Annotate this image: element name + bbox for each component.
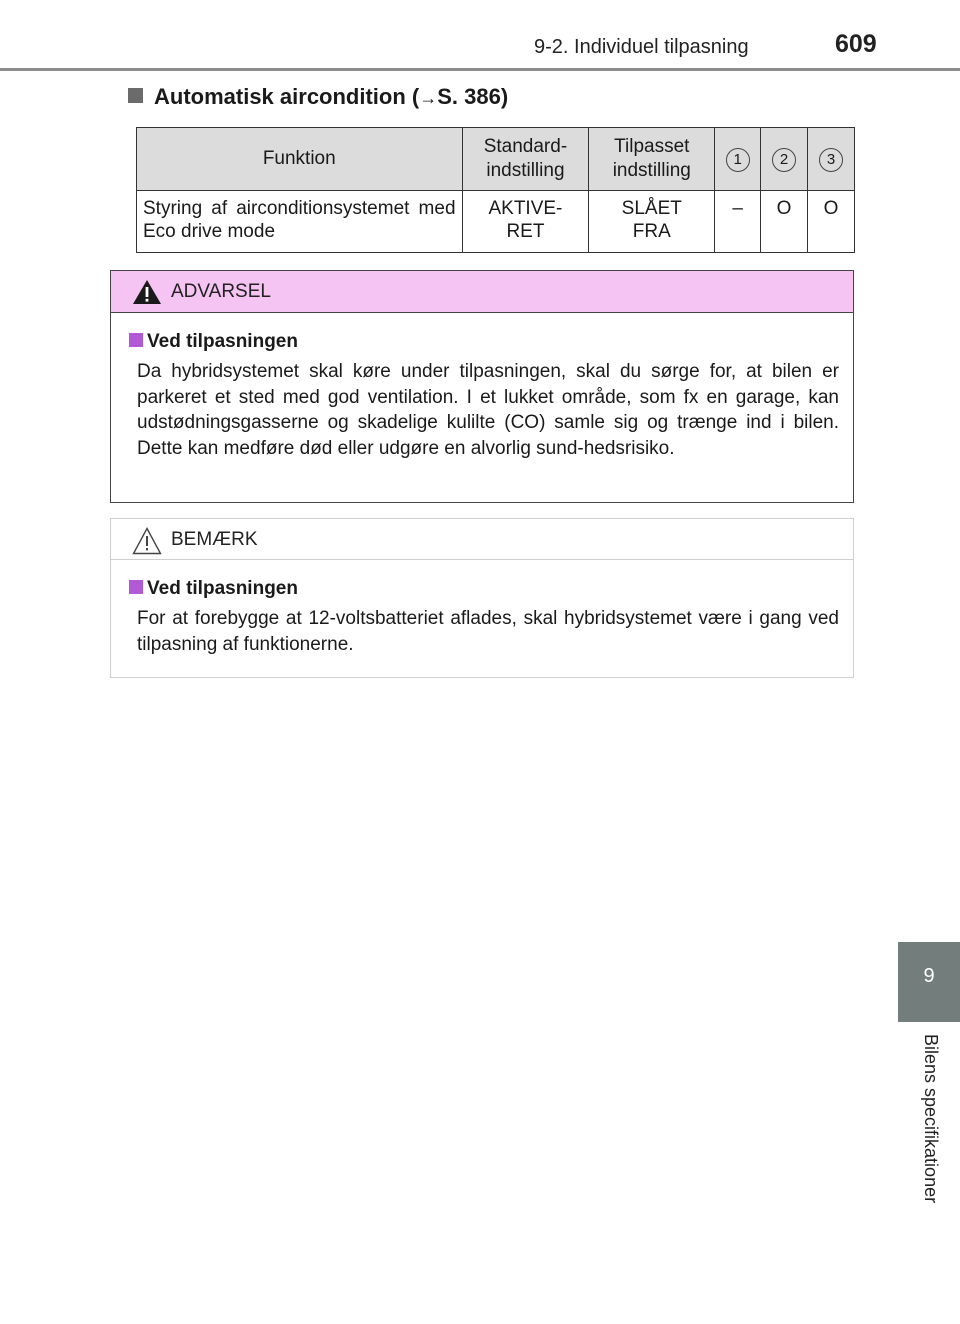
notice-body <box>111 560 853 657</box>
notice-subtitle-text: Ved tilpasningen <box>147 578 298 599</box>
warning-subtitle <box>129 331 839 353</box>
square-bullet-icon <box>129 580 143 594</box>
square-bullet-icon <box>128 88 143 103</box>
warning-box <box>110 270 854 503</box>
notice-box-header <box>111 519 853 560</box>
circled-number-3-icon: 3 <box>819 148 843 172</box>
warning-triangle-icon <box>132 279 162 305</box>
cell-method-1: – <box>715 191 761 253</box>
cell-default: AKTIVE- RET <box>462 191 589 253</box>
notice-box <box>110 518 854 678</box>
section-page-ref[interactable]: S. 386) <box>437 84 509 109</box>
arrow-right-icon: → <box>419 88 438 108</box>
warning-text: Da hybridsystemet skal køre under tilpasningen, skal du sørge for, at bilen er parkeret et sted med god ventilation. I et lukket område, som fx en garage, kan udstødningsgasserne og skadelige kulilte (CO) samle sig og trænge ind i bilen. Dette kan medføre død eller udgøre en alvorlig sund-hedsrisiko. <box>137 361 839 459</box>
caution-outline-icon <box>132 527 162 555</box>
chapter-label-text: Bilens specifikationer <box>921 1034 941 1204</box>
customization-table <box>136 127 855 253</box>
chapter-label <box>898 1022 960 1322</box>
section-heading-text: Automatisk aircondition ( <box>154 84 420 109</box>
warning-subtitle-text: Ved tilpasningen <box>147 331 298 352</box>
page-number: 609 <box>835 30 877 58</box>
notice-label: BEMÆRK <box>171 529 258 550</box>
header-cell-method-3 <box>808 128 855 191</box>
cell-function: Styring af airconditionsystemet med Eco drive mode <box>137 191 463 253</box>
notice-text: For at forebygge at 12-voltsbatteriet aflades, skal hybridsystemet være i gang ved tilpasning af funktionerne. <box>137 608 839 655</box>
circled-number-2-icon: 2 <box>772 148 796 172</box>
table-row <box>137 191 855 253</box>
warning-label: ADVARSEL <box>171 281 271 302</box>
header-divider <box>0 68 960 71</box>
header-section-title: 9-2. Individuel tilpasning <box>534 36 749 58</box>
header-cell-method-2 <box>761 128 808 191</box>
warning-box-header <box>111 271 853 313</box>
header-cell-custom: Tilpasset indstilling <box>589 128 715 191</box>
square-bullet-icon <box>129 333 143 347</box>
warning-body <box>111 313 853 461</box>
header-cell-function: Funktion <box>137 128 463 191</box>
cell-method-3: O <box>808 191 855 253</box>
header-cell-method-1 <box>715 128 761 191</box>
section-heading <box>128 84 508 110</box>
notice-subtitle <box>129 578 839 600</box>
chapter-tab[interactable]: 9 <box>898 942 960 1022</box>
header-cell-default: Standard- indstilling <box>462 128 589 191</box>
circled-number-1-icon: 1 <box>726 148 750 172</box>
table-header-row <box>137 128 855 191</box>
cell-custom: SLÅET FRA <box>589 191 715 253</box>
cell-method-2: O <box>761 191 808 253</box>
